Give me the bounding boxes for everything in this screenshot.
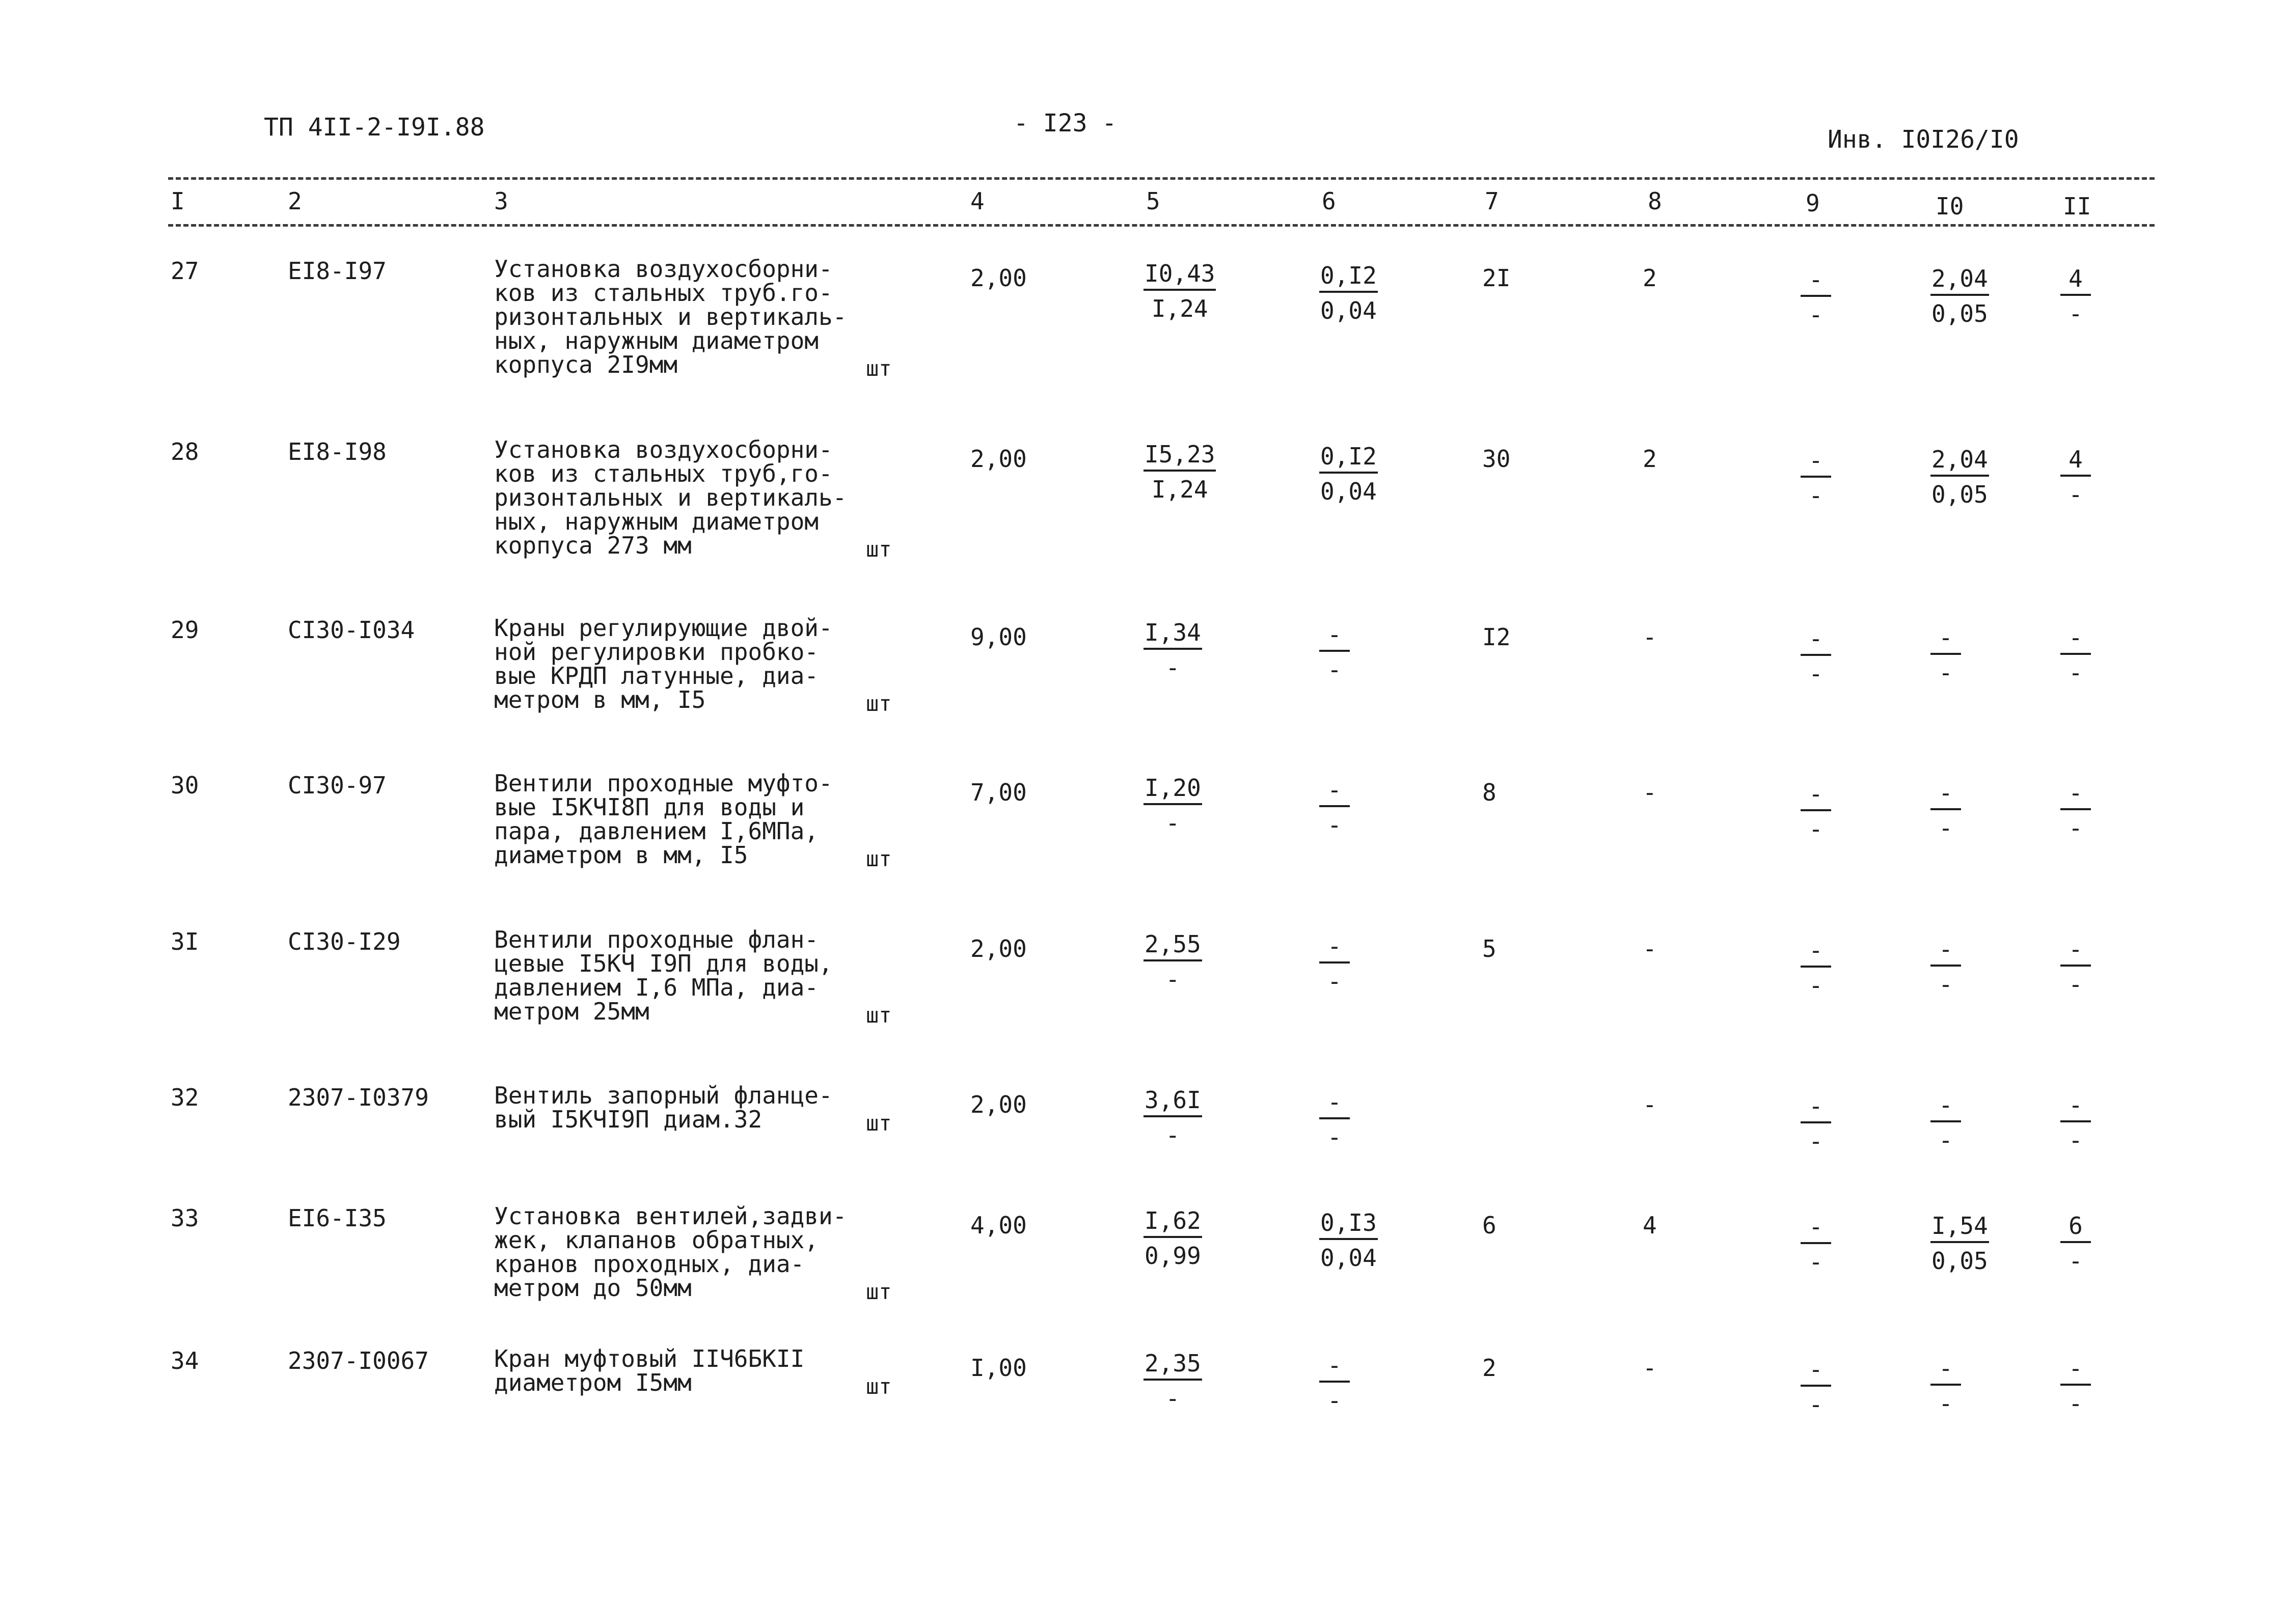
- fraction-numerator: 6: [2060, 1210, 2091, 1243]
- fraction-cell: [1144, 258, 1216, 326]
- column-header: I: [171, 187, 185, 215]
- table-top-rule: [168, 177, 2155, 180]
- fraction-cell: [1930, 622, 1961, 691]
- fraction-numerator: -: [1319, 1350, 1350, 1383]
- unit-of-measure: шт: [866, 846, 892, 871]
- description-line: жек, клапанов обратных,: [494, 1226, 819, 1254]
- table-row: [0, 616, 2286, 769]
- fraction-numerator: -: [1801, 1212, 1831, 1244]
- quantity: 2,00: [970, 935, 1027, 962]
- fraction-denominator: -: [1939, 814, 1953, 842]
- table-row: [0, 257, 2286, 410]
- description-line: диаметром I5мм: [494, 1369, 692, 1396]
- column-header: 4: [970, 187, 985, 215]
- fraction-cell: [2060, 1090, 2091, 1158]
- fraction-denominator: -: [1327, 968, 1342, 995]
- fraction-cell: [1930, 934, 1961, 1002]
- description-line: диаметром в мм, I5: [494, 841, 748, 869]
- fraction-cell: [1319, 1087, 1350, 1155]
- work-description: [494, 1347, 891, 1395]
- fraction-denominator: -: [1809, 660, 1823, 687]
- fraction-denominator: -: [1165, 654, 1180, 681]
- fraction-numerator: -: [2060, 934, 2091, 967]
- fraction-cell: [1319, 260, 1378, 328]
- row-number: 30: [171, 772, 199, 799]
- quantity: 4,00: [970, 1212, 1027, 1239]
- description-line: ных, наружным диаметром: [494, 327, 819, 354]
- description-line: ных, наружным диаметром: [494, 508, 819, 535]
- fraction-denominator: -: [2069, 971, 2083, 998]
- quantity: 2,00: [970, 445, 1027, 473]
- unit-of-measure: шт: [866, 1279, 892, 1304]
- fraction-numerator: -: [1930, 778, 1961, 810]
- fraction-cell: [1930, 1090, 1961, 1158]
- fraction-denominator: 0,05: [1931, 1247, 1988, 1275]
- page-number: - I23 -: [1014, 109, 1117, 137]
- fraction-cell: [1319, 931, 1350, 999]
- column-header: II: [2063, 192, 2091, 220]
- column-7-value: 6: [1482, 1212, 1496, 1239]
- fraction-cell: [1319, 1350, 1350, 1418]
- fraction-numerator: I0,43: [1144, 258, 1216, 291]
- rate-code: EI8-I98: [288, 438, 387, 465]
- column-8-value: -: [1643, 623, 1657, 651]
- fraction-numerator: I,54: [1930, 1210, 1989, 1243]
- fraction-numerator: -: [2060, 622, 2091, 655]
- fraction-cell: [1801, 623, 1831, 692]
- description-line: Установка воздухосборни-: [494, 436, 833, 463]
- fraction-denominator: -: [1165, 1121, 1180, 1149]
- quantity: 9,00: [970, 623, 1027, 651]
- description-line: ной регулировки пробко-: [494, 638, 819, 666]
- fraction-cell: [2060, 1210, 2091, 1279]
- fraction-numerator: I,62: [1144, 1205, 1202, 1238]
- fraction-numerator: -: [1319, 1087, 1350, 1119]
- fraction-denominator: 0,05: [1931, 481, 1988, 508]
- fraction-cell: [1801, 1354, 1831, 1422]
- description-line: корпуса 273 мм: [494, 532, 692, 559]
- fraction-denominator: -: [2069, 481, 2083, 508]
- fraction-cell: [1801, 935, 1831, 1003]
- row-number: 28: [171, 438, 199, 465]
- fraction-numerator: -: [1801, 779, 1831, 811]
- fraction-numerator: I,34: [1144, 617, 1202, 650]
- quantity: 2,00: [970, 1091, 1027, 1118]
- inventory-number: Инв. I0I26/I0: [1828, 125, 2019, 154]
- column-header: 2: [288, 187, 302, 215]
- description-line: ризонтальных и вертикаль-: [494, 484, 847, 511]
- column-8-value: -: [1643, 1091, 1657, 1118]
- fraction-cell: [1144, 1205, 1202, 1274]
- table-row: [0, 438, 2286, 591]
- fraction-denominator: -: [2069, 659, 2083, 686]
- fraction-numerator: -: [1930, 1353, 1961, 1386]
- rate-code: EI6-I35: [288, 1204, 387, 1232]
- fraction-numerator: -: [1801, 1091, 1831, 1123]
- description-line: Вентили проходные муфто-: [494, 769, 833, 797]
- column-8-value: 2: [1643, 445, 1657, 473]
- quantity: 2,00: [970, 264, 1027, 292]
- table-row: [0, 1204, 2286, 1357]
- fraction-cell: [1144, 439, 1216, 507]
- fraction-numerator: 4: [2060, 444, 2091, 477]
- fraction-cell: [1319, 441, 1378, 509]
- fraction-numerator: 2,04: [1930, 444, 1989, 477]
- fraction-denominator: 0,99: [1145, 1242, 1201, 1270]
- row-number: 33: [171, 1204, 199, 1232]
- fraction-numerator: -: [1801, 445, 1831, 478]
- fraction-denominator: -: [1327, 811, 1342, 839]
- fraction-denominator: 0,05: [1931, 300, 1988, 327]
- fraction-cell: [2060, 263, 2091, 332]
- fraction-numerator: I5,23: [1144, 439, 1216, 472]
- rate-code: CI30-97: [288, 772, 387, 799]
- description-line: давлением I,6 МПа, диа-: [494, 974, 819, 1001]
- fraction-denominator: -: [2069, 1390, 2083, 1417]
- table-row: [0, 1347, 2286, 1500]
- description-line: ков из стальных труб,го-: [494, 460, 833, 487]
- fraction-denominator: -: [1327, 656, 1342, 683]
- fraction-numerator: 2,04: [1930, 263, 1989, 296]
- fraction-cell: [1319, 619, 1350, 687]
- column-8-value: 4: [1643, 1212, 1657, 1239]
- fraction-numerator: -: [2060, 1090, 2091, 1122]
- description-line: Кран муфтовый IIЧ6БКII: [494, 1345, 805, 1372]
- fraction-denominator: -: [1939, 971, 1953, 998]
- description-line: вые КРДП латунные, диа-: [494, 662, 819, 690]
- row-number: 29: [171, 616, 199, 644]
- work-description: [494, 928, 891, 1024]
- rate-code: CI30-I034: [288, 616, 415, 644]
- fraction-denominator: -: [1809, 1391, 1823, 1418]
- unit-of-measure: шт: [866, 356, 892, 381]
- fraction-cell: [2060, 934, 2091, 1002]
- column-8-value: -: [1643, 935, 1657, 962]
- work-description: [494, 1204, 891, 1300]
- rate-code: EI8-I97: [288, 257, 387, 285]
- fraction-denominator: -: [1165, 1385, 1180, 1412]
- fraction-cell: [2060, 1353, 2091, 1421]
- description-line: метром 25мм: [494, 998, 649, 1025]
- fraction-numerator: -: [1319, 619, 1350, 652]
- description-line: пара, давлением I,6МПа,: [494, 817, 819, 845]
- rate-code: 2307-I0067: [288, 1347, 429, 1374]
- fraction-numerator: -: [1319, 931, 1350, 964]
- fraction-numerator: 3,6I: [1144, 1085, 1202, 1117]
- fraction-numerator: 0,I3: [1319, 1207, 1378, 1240]
- fraction-denominator: -: [1809, 1127, 1823, 1155]
- unit-of-measure: шт: [866, 1003, 892, 1028]
- rate-code: CI30-I29: [288, 928, 401, 955]
- unit-of-measure: шт: [866, 1374, 892, 1399]
- column-header: 5: [1146, 187, 1160, 215]
- fraction-numerator: -: [1801, 935, 1831, 968]
- fraction-cell: [1144, 929, 1202, 997]
- table-row: [0, 928, 2286, 1081]
- column-8-value: 2: [1643, 264, 1657, 292]
- rate-code: 2307-I0379: [288, 1084, 429, 1111]
- fraction-numerator: -: [1801, 1354, 1831, 1387]
- table-header-bottom-rule: [168, 224, 2155, 227]
- description-line: Вентиль запорный фланце-: [494, 1082, 833, 1109]
- fraction-denominator: -: [2069, 1126, 2083, 1154]
- fraction-cell: [1930, 778, 1961, 846]
- fraction-numerator: 2,35: [1144, 1348, 1202, 1381]
- fraction-numerator: -: [1930, 1090, 1961, 1122]
- column-header: I0: [1936, 192, 1964, 220]
- fraction-denominator: 0,04: [1320, 478, 1377, 505]
- fraction-denominator: -: [2069, 814, 2083, 842]
- column-header: 3: [494, 187, 508, 215]
- fraction-numerator: 4: [2060, 263, 2091, 296]
- fraction-cell: [1801, 445, 1831, 513]
- column-header: 6: [1322, 187, 1336, 215]
- fraction-cell: [1319, 775, 1350, 843]
- column-7-value: 2: [1482, 1354, 1496, 1382]
- fraction-cell: [1801, 264, 1831, 333]
- fraction-denominator: 0,04: [1320, 297, 1377, 324]
- row-number: 32: [171, 1084, 199, 1111]
- column-header: 9: [1806, 189, 1820, 217]
- fraction-denominator: -: [2069, 1247, 2083, 1275]
- description-line: цевые I5КЧ I9П для воды,: [494, 950, 833, 977]
- fraction-numerator: -: [1801, 264, 1831, 297]
- fraction-numerator: -: [1319, 775, 1350, 807]
- fraction-denominator: -: [1809, 815, 1823, 843]
- fraction-denominator: -: [1939, 1390, 1953, 1417]
- column-7-value: 8: [1482, 779, 1496, 806]
- fraction-numerator: -: [2060, 778, 2091, 810]
- fraction-denominator: -: [2069, 300, 2083, 327]
- fraction-cell: [1319, 1207, 1378, 1276]
- fraction-cell: [1144, 1085, 1202, 1153]
- description-line: метром до 50мм: [494, 1274, 692, 1302]
- unit-of-measure: шт: [866, 1111, 892, 1136]
- fraction-cell: [1930, 1210, 1989, 1279]
- fraction-numerator: I,20: [1144, 773, 1202, 805]
- fraction-cell: [1144, 617, 1202, 685]
- fraction-denominator: -: [1809, 301, 1823, 328]
- fraction-denominator: I,24: [1151, 295, 1208, 322]
- fraction-cell: [2060, 622, 2091, 691]
- description-line: Краны регулирующие двой-: [494, 614, 833, 642]
- column-7-value: 2I: [1482, 264, 1511, 292]
- column-header: 8: [1648, 187, 1662, 215]
- quantity: 7,00: [970, 779, 1027, 806]
- column-7-value: 30: [1482, 445, 1511, 473]
- fraction-denominator: -: [1939, 1126, 1953, 1154]
- description-line: кранов проходных, диа-: [494, 1250, 805, 1278]
- row-number: 3I: [171, 928, 199, 955]
- fraction-denominator: -: [1327, 1123, 1342, 1151]
- fraction-denominator: -: [1939, 659, 1953, 686]
- fraction-cell: [1930, 263, 1989, 332]
- description-line: ризонтальных и вертикаль-: [494, 303, 847, 331]
- description-line: Установка вентилей,задви-: [494, 1202, 847, 1230]
- unit-of-measure: шт: [866, 537, 892, 562]
- unit-of-measure: шт: [866, 691, 892, 716]
- fraction-cell: [2060, 778, 2091, 846]
- fraction-cell: [1144, 773, 1202, 841]
- fraction-cell: [2060, 444, 2091, 512]
- fraction-denominator: -: [1165, 809, 1180, 837]
- fraction-numerator: -: [2060, 1353, 2091, 1386]
- work-description: [494, 438, 891, 558]
- column-7-value: 5: [1482, 935, 1496, 962]
- fraction-numerator: -: [1801, 623, 1831, 656]
- fraction-cell: [1801, 779, 1831, 847]
- fraction-numerator: -: [1930, 934, 1961, 967]
- description-line: вые I5КЧI8П для воды и: [494, 793, 805, 821]
- work-description: [494, 616, 891, 712]
- fraction-cell: [1930, 444, 1989, 512]
- description-line: ков из стальных труб.го-: [494, 279, 833, 307]
- fraction-cell: [1801, 1091, 1831, 1159]
- column-8-value: -: [1643, 1354, 1657, 1382]
- fraction-numerator: -: [1930, 622, 1961, 655]
- fraction-numerator: 0,I2: [1319, 441, 1378, 474]
- work-description: [494, 769, 891, 869]
- fraction-denominator: -: [1809, 972, 1823, 999]
- work-description: [494, 257, 891, 377]
- quantity: I,00: [970, 1354, 1027, 1382]
- description-line: Установка воздухосборни-: [494, 255, 833, 283]
- fraction-numerator: 2,55: [1144, 929, 1202, 961]
- description-line: Вентили проходные флан-: [494, 926, 819, 953]
- fraction-denominator: -: [1165, 966, 1180, 993]
- description-line: корпуса 2I9мм: [494, 351, 678, 378]
- table-row: [0, 769, 2286, 924]
- fraction-denominator: 0,04: [1320, 1244, 1377, 1272]
- row-number: 27: [171, 257, 199, 285]
- column-header: 7: [1485, 187, 1499, 215]
- description-line: метром в мм, I5: [494, 686, 706, 713]
- column-7-value: I2: [1482, 623, 1511, 651]
- document-code: ТП 4II-2-I9I.88: [264, 113, 485, 142]
- row-number: 34: [171, 1347, 199, 1374]
- work-description: [494, 1084, 891, 1132]
- fraction-numerator: 0,I2: [1319, 260, 1378, 293]
- fraction-cell: [1801, 1212, 1831, 1280]
- fraction-denominator: -: [1809, 482, 1823, 509]
- description-line: вый I5КЧI9П диам.32: [494, 1106, 763, 1133]
- fraction-denominator: -: [1327, 1387, 1342, 1414]
- column-8-value: -: [1643, 779, 1657, 806]
- fraction-denominator: I,24: [1151, 476, 1208, 503]
- fraction-cell: [1930, 1353, 1961, 1421]
- fraction-cell: [1144, 1348, 1202, 1416]
- fraction-denominator: -: [1809, 1248, 1823, 1276]
